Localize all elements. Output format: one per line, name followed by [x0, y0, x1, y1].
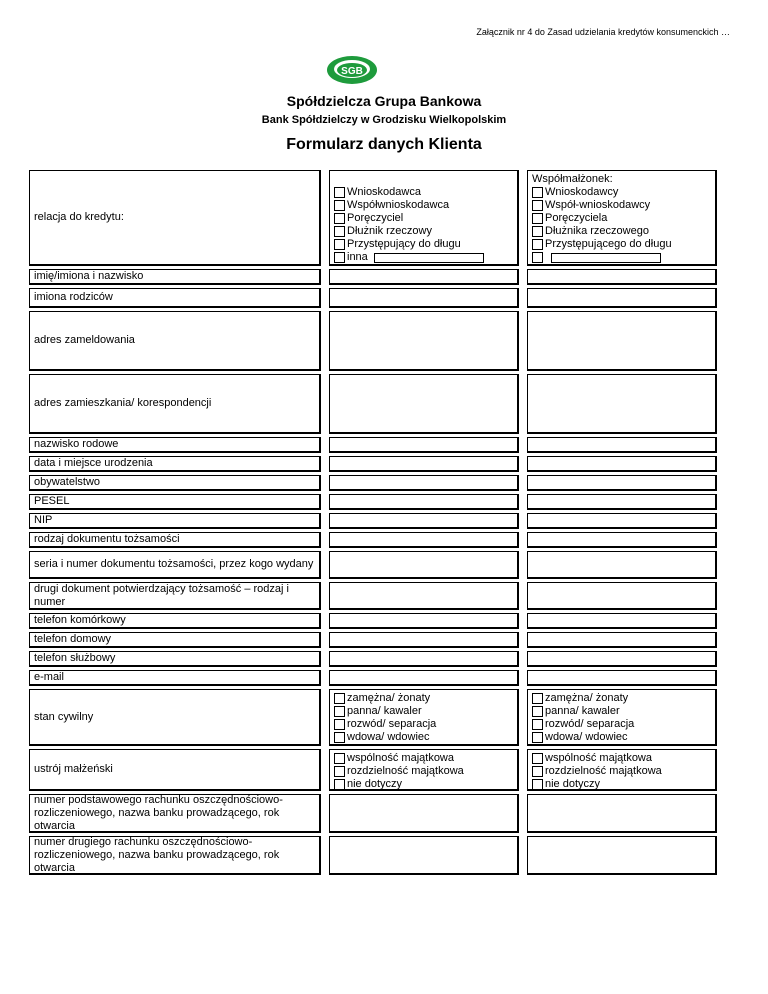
- checkbox[interactable]: [334, 719, 345, 730]
- marital-applicant-option: [334, 731, 513, 744]
- checkbox[interactable]: [334, 706, 345, 717]
- field-5-row: [29, 456, 717, 472]
- checkbox[interactable]: [334, 732, 345, 743]
- property-spouse-option: [532, 752, 711, 765]
- applicant-value-cell[interactable]: [329, 794, 519, 833]
- field-8-row: [29, 513, 717, 529]
- marital-row: [29, 689, 717, 746]
- option-label: Przystępującego do długu: [545, 238, 672, 250]
- field-2-row: [29, 311, 717, 371]
- checkbox[interactable]: [334, 766, 345, 777]
- account-1-row: [29, 836, 717, 875]
- marital-spouse-option: [532, 692, 711, 705]
- other-input[interactable]: [551, 253, 661, 263]
- checkbox[interactable]: [334, 753, 345, 764]
- checkbox[interactable]: [532, 693, 543, 704]
- option-label: inna: [347, 251, 368, 263]
- relation-applicant-option: [334, 238, 513, 251]
- relation-applicant-option: [334, 225, 513, 238]
- option-label: wdowa/ wdowiec: [347, 731, 430, 743]
- applicant-value-cell[interactable]: [329, 651, 519, 667]
- spouse-title: Współmałżonek:: [532, 173, 613, 185]
- applicant-value-cell[interactable]: [329, 513, 519, 529]
- checkbox[interactable]: [334, 213, 345, 224]
- applicant-value-cell[interactable]: [329, 288, 519, 308]
- org-name: Spółdzielcza Grupa Bankowa: [286, 93, 482, 109]
- header-note: Załącznik nr 4 do Zasad udzielania kredytów konsumenckich …: [476, 27, 730, 37]
- applicant-value-cell[interactable]: [329, 494, 519, 510]
- client-form: [29, 170, 717, 878]
- checkbox[interactable]: [532, 766, 543, 777]
- marital-applicant-option: [334, 692, 513, 705]
- applicant-header: [334, 173, 513, 186]
- checkbox[interactable]: [532, 719, 543, 730]
- property-applicant-option: [334, 752, 513, 765]
- field-label: seria i numer dokumentu tożsamości, przez kogo wydany: [29, 551, 321, 579]
- field-4-row: [29, 437, 717, 453]
- option-label: zamężna/ żonaty: [545, 692, 629, 704]
- field-label: adres zamieszkania/ korespondencji: [29, 374, 321, 434]
- applicant-value-cell[interactable]: [329, 689, 519, 746]
- checkbox[interactable]: [532, 753, 543, 764]
- applicant-value-cell[interactable]: [329, 475, 519, 491]
- spouse-value-cell[interactable]: [527, 582, 717, 610]
- field-15-row: [29, 670, 717, 686]
- field-label: imię/imiona i nazwisko: [29, 269, 321, 285]
- spouse-value-cell[interactable]: [527, 269, 717, 285]
- field-label: stan cywilny: [29, 689, 321, 746]
- relation-spouse-option: [532, 186, 711, 199]
- checkbox[interactable]: [532, 226, 543, 237]
- spouse-value-cell[interactable]: [527, 288, 717, 308]
- marital-applicant-option: [334, 705, 513, 718]
- option-label: wspólność majątkowa: [545, 752, 652, 764]
- spouse-value-cell[interactable]: [527, 494, 717, 510]
- spouse-value-cell[interactable]: [527, 794, 717, 833]
- field-label: NIP: [29, 513, 321, 529]
- applicant-value-cell[interactable]: [329, 836, 519, 875]
- option-label: wspólność majątkowa: [347, 752, 454, 764]
- option-label: nie dotyczy: [545, 778, 601, 790]
- form-title: Formularz danych Klienta: [286, 136, 482, 153]
- relation-spouse-option: [532, 251, 711, 264]
- checkbox[interactable]: [334, 252, 345, 263]
- spouse-value-cell[interactable]: [527, 689, 717, 746]
- checkbox[interactable]: [532, 187, 543, 198]
- checkbox[interactable]: [334, 200, 345, 211]
- checkbox[interactable]: [532, 252, 543, 263]
- field-0-row: [29, 269, 717, 285]
- applicant-value-cell[interactable]: [329, 582, 519, 610]
- applicant-value-cell[interactable]: [329, 456, 519, 472]
- option-label: rozdzielność majątkowa: [545, 765, 662, 777]
- checkbox[interactable]: [334, 187, 345, 198]
- field-12-row: [29, 613, 717, 629]
- option-label: Wnioskodawcy: [545, 186, 619, 198]
- marital-spouse-option: [532, 718, 711, 731]
- spouse-value-cell[interactable]: [527, 475, 717, 491]
- field-1-row: [29, 288, 717, 308]
- option-label: rozdzielność majątkowa: [347, 765, 464, 777]
- spouse-value-cell[interactable]: [527, 437, 717, 453]
- bank-name: Bank Spółdzielczy w Grodzisku Wielkopolskim: [261, 114, 507, 126]
- relation-applicant-option: [334, 186, 513, 199]
- option-label: Wnioskodawca: [347, 186, 421, 198]
- other-input[interactable]: [374, 253, 484, 263]
- option-label: Dłużnik rzeczowy: [347, 225, 432, 237]
- relation-spouse-option: [532, 199, 711, 212]
- checkbox[interactable]: [532, 706, 543, 717]
- field-label: telefon domowy: [29, 632, 321, 648]
- option-label: wdowa/ wdowiec: [545, 731, 628, 743]
- field-11-row: [29, 582, 717, 610]
- option-label: zamężna/ żonaty: [347, 692, 431, 704]
- spouse-value-cell[interactable]: [527, 532, 717, 548]
- property-applicant-option: [334, 778, 513, 791]
- relation-applicant-option: [334, 212, 513, 225]
- option-label: Przystępujący do długu: [347, 238, 461, 250]
- field-label: telefon komórkowy: [29, 613, 321, 629]
- account-0-row: [29, 794, 717, 833]
- field-label: drugi dokument potwierdzający tożsamość – rodzaj i numer: [29, 582, 321, 610]
- spouse-value-cell[interactable]: [527, 651, 717, 667]
- field-7-row: [29, 494, 717, 510]
- applicant-value-cell[interactable]: [329, 670, 519, 686]
- option-label: Dłużnika rzeczowego: [545, 225, 649, 237]
- spouse-value-cell[interactable]: [527, 749, 717, 791]
- spouse-value-cell[interactable]: [527, 456, 717, 472]
- field-9-row: [29, 532, 717, 548]
- checkbox[interactable]: [334, 239, 345, 250]
- applicant-value-cell[interactable]: [329, 374, 519, 434]
- field-label: obywatelstwo: [29, 475, 321, 491]
- field-3-row: [29, 374, 717, 434]
- applicant-value-cell[interactable]: [329, 437, 519, 453]
- logo-text: SGB: [341, 66, 363, 77]
- spouse-value-cell[interactable]: [527, 513, 717, 529]
- checkbox[interactable]: [334, 693, 345, 704]
- property-row: [29, 749, 717, 791]
- applicant-value-cell[interactable]: [329, 311, 519, 371]
- option-label: rozwód/ separacja: [545, 718, 635, 730]
- marital-applicant-option: [334, 718, 513, 731]
- field-label: e-mail: [29, 670, 321, 686]
- field-label: numer drugiego rachunku oszczędnościowo-rozliczeniowego, nazwa banku prowadzącego, rok otwarcia: [29, 836, 321, 875]
- applicant-value-cell[interactable]: [329, 170, 519, 266]
- applicant-value-cell[interactable]: [329, 551, 519, 579]
- checkbox[interactable]: [532, 732, 543, 743]
- applicant-value-cell[interactable]: [329, 532, 519, 548]
- option-label: Współwnioskodawca: [347, 199, 450, 211]
- field-label: relacja do kredytu:: [29, 170, 321, 266]
- checkbox[interactable]: [334, 226, 345, 237]
- relation-spouse-option: [532, 225, 711, 238]
- checkbox[interactable]: [532, 779, 543, 790]
- field-label: ustrój małżeński: [29, 749, 321, 791]
- field-label: imiona rodziców: [29, 288, 321, 308]
- field-6-row: [29, 475, 717, 491]
- option-label: rozwód/ separacja: [347, 718, 437, 730]
- spouse-value-cell[interactable]: [527, 836, 717, 875]
- option-label: Poręczyciel: [347, 212, 404, 224]
- marital-spouse-option: [532, 731, 711, 744]
- spouse-value-cell[interactable]: [527, 170, 717, 266]
- field-label: PESEL: [29, 494, 321, 510]
- option-label: Poręczyciela: [545, 212, 608, 224]
- checkbox[interactable]: [532, 239, 543, 250]
- applicant-value-cell[interactable]: [329, 613, 519, 629]
- field-label: adres zameldowania: [29, 311, 321, 371]
- option-label: panna/ kawaler: [545, 705, 620, 717]
- relation-applicant-option: [334, 199, 513, 212]
- relation-spouse-option: [532, 212, 711, 225]
- option-label: Współ-wnioskodawcy: [545, 199, 651, 211]
- relation-spouse-option: [532, 238, 711, 251]
- relation-applicant-option: [334, 251, 513, 264]
- option-label: nie dotyczy: [347, 778, 403, 790]
- property-spouse-option: [532, 778, 711, 791]
- spouse-value-cell[interactable]: [527, 670, 717, 686]
- spouse-value-cell[interactable]: [527, 374, 717, 434]
- field-label: data i miejsce urodzenia: [29, 456, 321, 472]
- checkbox[interactable]: [532, 200, 543, 211]
- checkbox[interactable]: [532, 213, 543, 224]
- property-applicant-option: [334, 765, 513, 778]
- sgb-logo: [326, 54, 378, 86]
- relation-row: [29, 170, 717, 266]
- field-13-row: [29, 632, 717, 648]
- applicant-value-cell[interactable]: [329, 749, 519, 791]
- field-10-row: [29, 551, 717, 579]
- checkbox[interactable]: [334, 779, 345, 790]
- field-label: numer podstawowego rachunku oszczędnościowo-rozliczeniowego, nazwa banku prowadzącego, rok otwarcia: [29, 794, 321, 833]
- marital-spouse-option: [532, 705, 711, 718]
- spouse-value-cell[interactable]: [527, 613, 717, 629]
- property-spouse-option: [532, 765, 711, 778]
- field-14-row: [29, 651, 717, 667]
- field-label: nazwisko rodowe: [29, 437, 321, 453]
- option-label: panna/ kawaler: [347, 705, 422, 717]
- applicant-value-cell[interactable]: [329, 632, 519, 648]
- applicant-value-cell[interactable]: [329, 269, 519, 285]
- field-label: rodzaj dokumentu tożsamości: [29, 532, 321, 548]
- spouse-value-cell[interactable]: [527, 311, 717, 371]
- spouse-value-cell[interactable]: [527, 551, 717, 579]
- field-label: telefon służbowy: [29, 651, 321, 667]
- spouse-value-cell[interactable]: [527, 632, 717, 648]
